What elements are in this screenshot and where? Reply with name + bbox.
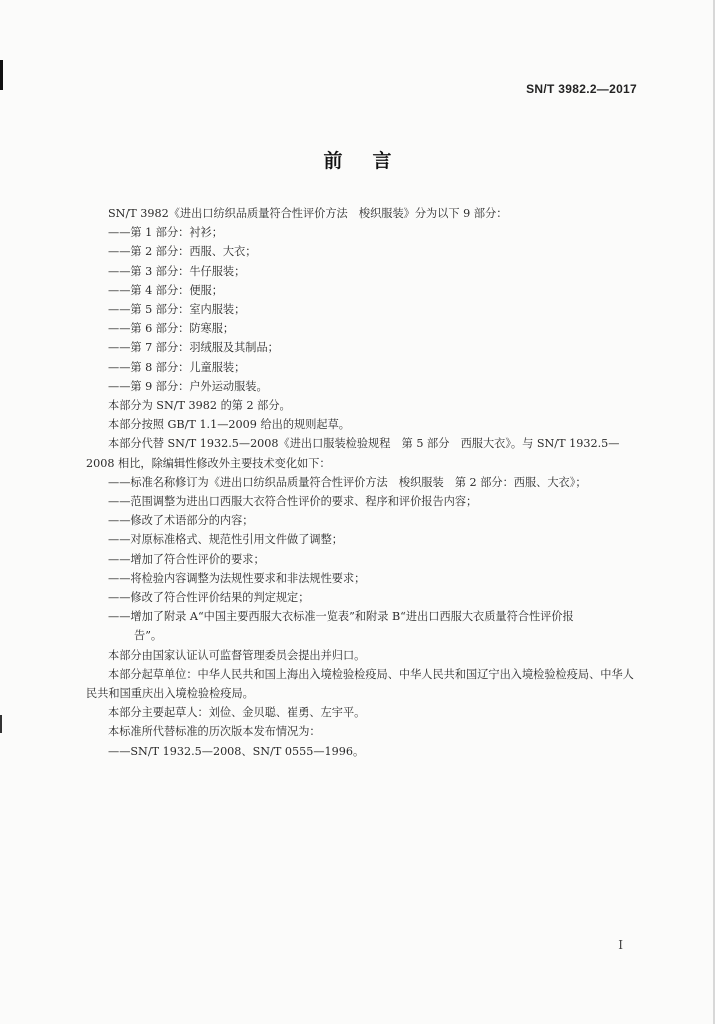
foreword-body [86, 204, 634, 761]
part-list-item: ——第 3 部分：牛仔服装； [108, 264, 246, 278]
intro-paragraph: SN/T 3982《进出口纺织品质量符合性评价方法 梭织服装》分为以下 9 部分： [108, 207, 508, 220]
part-list-item: ——第 1 部分：衬衫； [108, 226, 223, 240]
change-item-line: ——增加了附录 A“中国主要西服大衣标准一览表”和附录 B“进出口西服大衣质量符合性评价报 [108, 610, 574, 624]
change-list-item: ——范围调整为进出口西服大衣符合性评价的要求、程序和评价报告内容； [108, 495, 478, 509]
history-intro-paragraph: 本标准所代替标准的历次版本发布情况为： [108, 725, 321, 739]
this-part-paragraph: 本部分为 SN/T 3982 的第 2 部分。 [108, 399, 291, 413]
change-item-continuation: 告”。 [134, 629, 163, 643]
page-number: I [618, 938, 623, 952]
part-list-item: ——第 8 部分：儿童服装； [108, 360, 246, 374]
change-list-item: ——对原标准格式、规范性引用文件做了调整； [108, 533, 343, 547]
scan-mark [0, 60, 3, 90]
drafting-units-paragraph: 本部分起草单位：中华人民共和国上海出入境检验检疫局、中华人民共和国辽宁出入境检验检疫局、中华人民共和国重庆出入境检验检疫局。 [86, 667, 634, 701]
change-list-item: ——修改了符合性评价结果的判定规定； [108, 591, 310, 605]
standard-code: SN/T 3982.2—2017 [526, 82, 637, 96]
page-title: 前言 [323, 150, 422, 172]
part-list-item: ——第 5 部分：室内服装； [108, 303, 246, 317]
change-list-item: ——增加了符合性评价的要求； [108, 552, 265, 566]
replaces-paragraph: 本部分代替 SN/T 1932.5—2008《进出口服装检验规程 第 5 部分 西服大衣》。与 SN/T 1932.5—2008 相比，除编辑性修改外主要技术变化如下： [86, 437, 620, 470]
proposed-by-paragraph: 本部分由国家认证认可监督管理委员会提出并归口。 [108, 648, 366, 662]
part-list-item: ——第 4 部分：便服； [108, 283, 223, 297]
part-list-item: ——第 7 部分：羽绒服及其制品； [108, 341, 279, 355]
drafting-rules-paragraph: 本部分按照 GB/T 1.1—2009 给出的规则起草。 [108, 418, 350, 432]
history-list-item: ——SN/T 1932.5—2008、SN/T 0555—1996。 [108, 744, 365, 758]
scan-mark [0, 715, 2, 733]
part-list-item: ——第 2 部分：西服、大衣； [108, 245, 257, 259]
change-list-item: ——标准名称修订为《进出口纺织品质量符合性评价方法 梭织服装 第 2 部分：西服、大衣》； [108, 475, 587, 489]
part-list-item: ——第 6 部分：防寒服； [108, 322, 235, 336]
change-list-item: ——修改了术语部分的内容； [108, 514, 254, 528]
change-list-item [86, 607, 634, 645]
change-list-item: ——将检验内容调整为法规性要求和非法规性要求； [108, 571, 366, 585]
drafters-paragraph: 本部分主要起草人：刘俭、金贝聪、崔勇、左宇平。 [108, 706, 366, 720]
part-list-item: ——第 9 部分：户外运动服装。 [108, 379, 268, 393]
